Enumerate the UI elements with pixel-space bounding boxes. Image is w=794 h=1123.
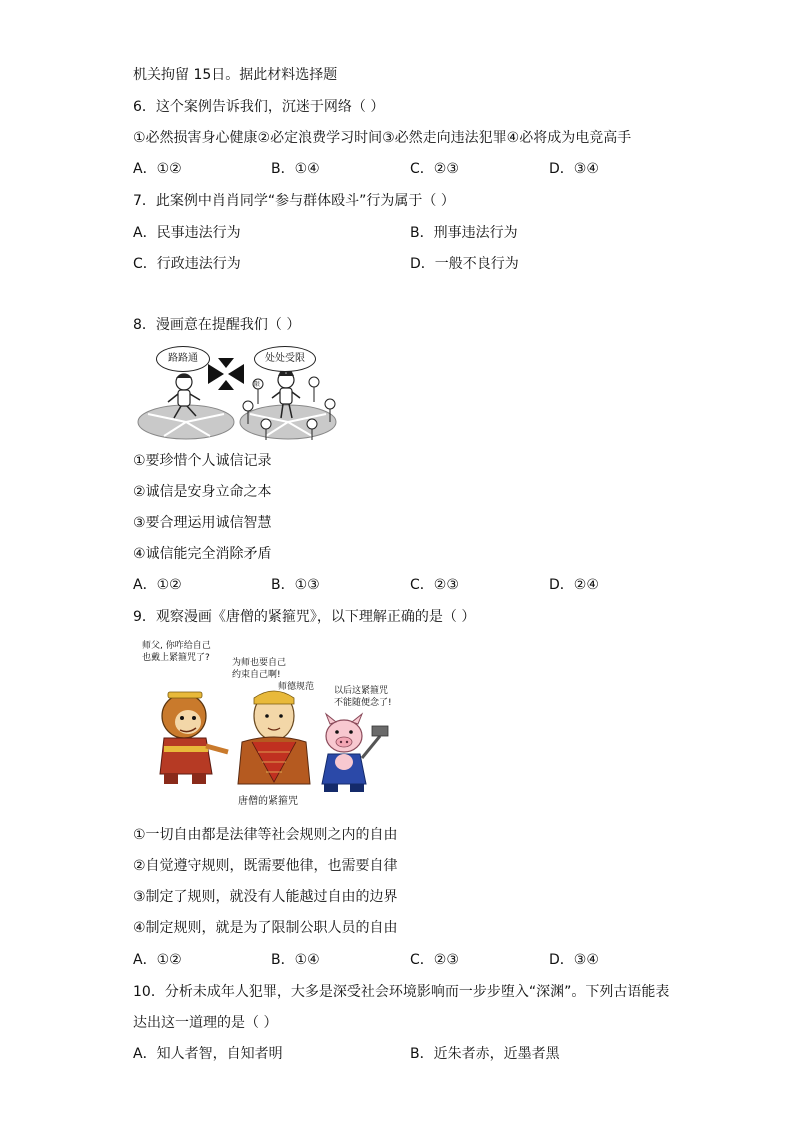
q8-statement-2: ②诚信是安身立命之本 xyxy=(133,484,272,500)
q7-option-a[interactable]: A．民事违法行为 xyxy=(133,225,241,241)
q9-option-d[interactable]: D．③④ xyxy=(549,952,599,968)
q7-stem: 7．此案例中肖肖同学“参与群体殴斗”行为属于（ ） xyxy=(133,193,455,209)
q6-option-b[interactable]: B．①④ xyxy=(271,161,320,177)
q9-statement-1: ①一切自由都是法律等社会规则之内的自由 xyxy=(133,827,398,843)
q9-option-b[interactable]: B．①④ xyxy=(271,952,320,968)
q8-option-a[interactable]: A．①② xyxy=(133,577,182,593)
q7-option-d[interactable]: D．一般不良行为 xyxy=(410,256,519,272)
q7-option-c[interactable]: C．行政违法行为 xyxy=(133,256,241,272)
q8-statement-4: ④诚信能完全消除矛盾 xyxy=(133,546,272,562)
pig-speech-line2: 不能随便念了! xyxy=(334,698,392,708)
q10-option-b[interactable]: B．近朱者赤，近墨者黑 xyxy=(410,1046,560,1062)
q6-stem: 6．这个案例告诉我们，沉迷于网络（ ） xyxy=(133,99,385,115)
q6-option-a[interactable]: A．①② xyxy=(133,161,182,177)
right-speech-bubble: 处处受限 xyxy=(254,346,316,372)
left-speech-bubble: 路路通 xyxy=(156,346,210,372)
q8-cartoon xyxy=(136,344,338,444)
q9-option-a[interactable]: A．①② xyxy=(133,952,182,968)
q8-statement-3: ③要合理运用诚信智慧 xyxy=(133,515,272,531)
monkey-speech-line2: 也戴上紧箍咒了? xyxy=(142,653,210,663)
q10-option-a[interactable]: A．知人者智，自知者明 xyxy=(133,1046,283,1062)
q9-option-c[interactable]: C．②③ xyxy=(410,952,459,968)
q8-option-b[interactable]: B．①③ xyxy=(271,577,320,593)
q8-statement-1: ①要珍惜个人诚信记录 xyxy=(133,453,272,469)
q10-stem-line1: 10．分析未成年人犯罪，大多是深受社会环境影响而一步步堕入“深渊”。下列古语能表 xyxy=(133,984,670,1000)
q9-statement-4: ④制定规则，就是为了限制公职人员的自由 xyxy=(133,920,398,936)
q7-option-b[interactable]: B．刑事违法行为 xyxy=(410,225,518,241)
cartoon-caption: 唐僧的紧箍咒 xyxy=(238,796,298,807)
headband-label: 师德规范 xyxy=(278,682,315,692)
q9-stem: 9．观察漫画《唐僧的紧箍咒》，以下理解正确的是（ ） xyxy=(133,609,476,625)
monkey-speech-line1: 师父, 你咋给自己 xyxy=(142,641,211,651)
q8-stem: 8．漫画意在提醒我们（ ） xyxy=(133,317,301,333)
q6-option-d[interactable]: D．③④ xyxy=(549,161,599,177)
q10-stem-line2: 达出这一道理的是（ ） xyxy=(133,1015,278,1031)
limit-sign-label: 限 xyxy=(254,381,261,388)
pig-speech-line1: 以后这紧箍咒 xyxy=(334,686,389,696)
monk-speech-line1: 为师也要自己 xyxy=(232,658,287,668)
intro-text: 机关拘留 15日。据此材料选择题 xyxy=(133,67,338,83)
q6-option-c[interactable]: C．②③ xyxy=(410,161,459,177)
q9-statement-2: ②自觉遵守规则，既需要他律，也需要自律 xyxy=(133,858,398,874)
q9-cartoon xyxy=(134,636,404,812)
q8-option-d[interactable]: D．②④ xyxy=(549,577,599,593)
q8-option-c[interactable]: C．②③ xyxy=(410,577,459,593)
q6-statements: ①必然损害身心健康②必定浪费学习时间③必然走向违法犯罪④必将成为电竞高手 xyxy=(133,130,632,146)
monk-speech-line2: 约束自己啊! xyxy=(232,670,281,680)
q9-statement-3: ③制定了规则，就没有人能越过自由的边界 xyxy=(133,889,398,905)
